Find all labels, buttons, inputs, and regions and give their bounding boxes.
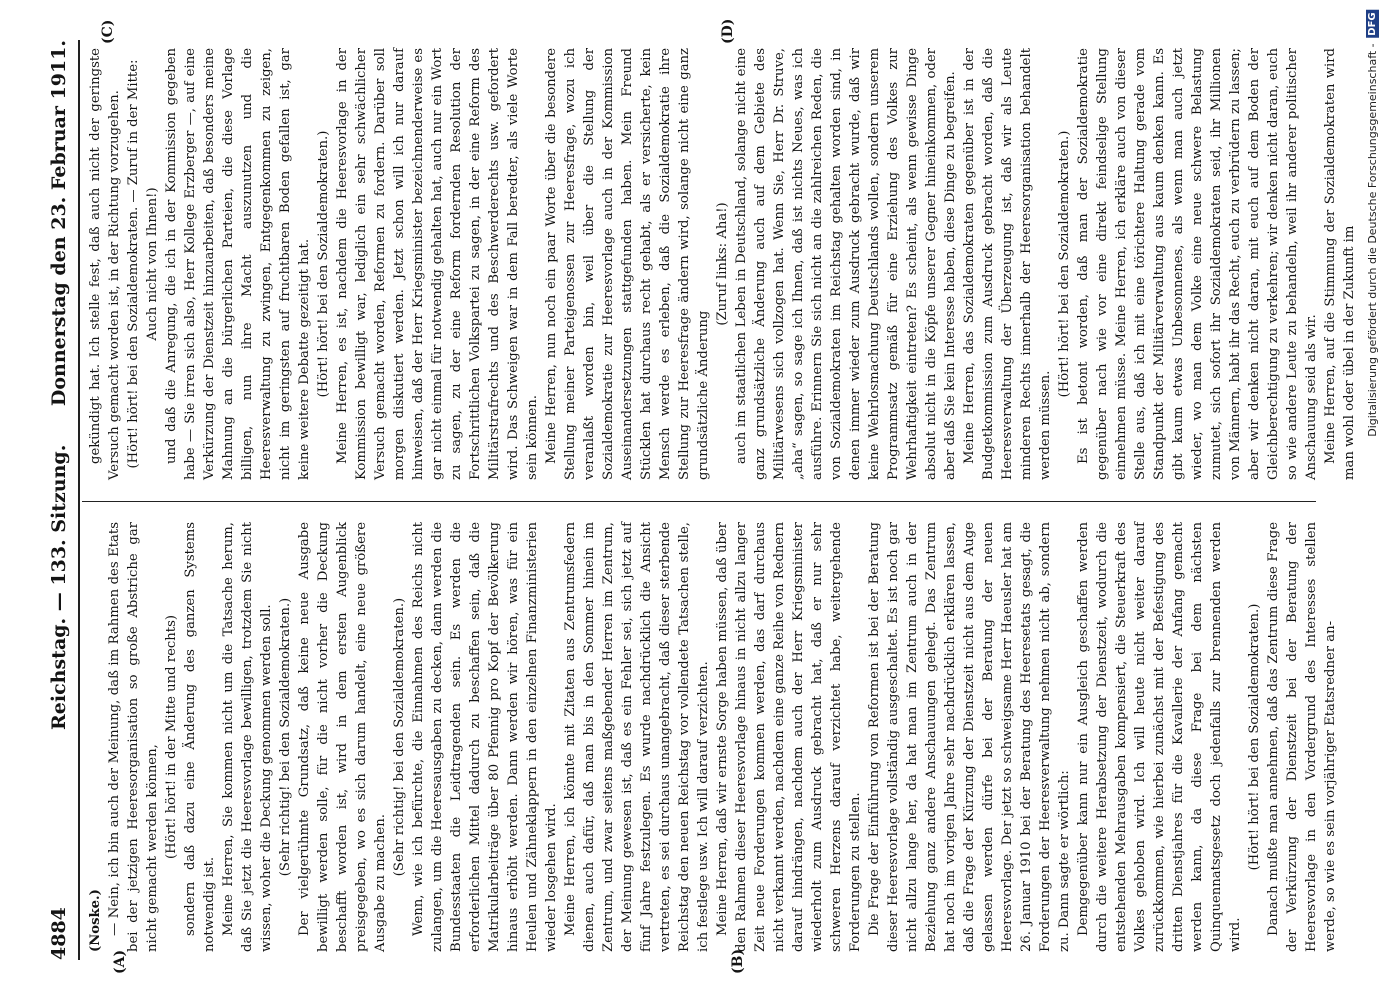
interjection: (Hört! hört! bei den Sozialdemokraten.) xyxy=(1057,130,1072,398)
paragraph: Meine Herren, Sie kommen nicht um die Tatsache herum, daß Sie jetzt die Heeresvorlage bewilligen, trotzdem Sie nicht wissen, woher die Deckung genommen werden soll. xyxy=(221,522,274,952)
paragraph: und daß die Anregung, die ich in der Kommission gegeben habe — Sie irren sich also, Herr Kollege Erzberger —, auf eine Verkürzung der Dienstzeit hinzuarbeiten, daß besonders meine Mahnung an die bürgerlichen Parteien, die diese Vorlage billigen, nun ihre Macht auszunutzen und die Heeresverwaltung zu zwingen, Entgegenkommen zu zeigen, nicht im geringsten auf fruchtbaren Boden gefallen ist, gar keine weitere Debatte gezeitigt hat. xyxy=(164,48,312,480)
paragraph: Es ist betont worden, daß man der Sozialdemokratie gegenüber nach wie vor eine direkt feindselige Stellung einnehmen müsse. Meine Herren, ich erkläre auch von dieser Stelle aus, daß ich mit eine törichtere Haltung gerade vom Standpunkt der Militärverwaltung aus kaum denken kann. Es gibt kaum etwas Unbesonnenes, als wenn man auch jetzt wieder, wo man dem Volke eine neue schwere Belastung zumutet, sich sofort ihr Sozialdemokraten seid, ihr Millionen von Männern, habt ihr das Recht, euch zu verbrüdern zu lassen; aber wir denken nicht daran, mit euch auf dem Boden der Gleichberechtigung zu verkehren; wir denken nicht daran, euch so wie andere Leute zu behandeln, weil ihr anderer politischer Anschauung seid als wir. xyxy=(1076,48,1319,480)
interjection: (Hört! hört! bei den Sozialdemokraten.) xyxy=(1247,603,1262,871)
paragraph: Meine Herren, das Sozialdemokraten gegenüber ist in der Budgetkommission zum Ausdruck gebracht worden, daß die Heeresverwaltung der Überzeugung ist, daß wir als Leute minderen Rechts innerhalb der Heeresorganisation behandelt werden müssen. xyxy=(962,48,1053,480)
page-number: 4884 xyxy=(48,907,70,960)
interjection: (Sehr richtig! bei den Sozialdemokraten.) xyxy=(392,597,407,877)
interjection: (Hört! hört! bei den Sozialdemokraten. — Zuruf in der Mitte: Auch nicht von Ihnen!) xyxy=(126,59,160,469)
header-date: Donnerstag den 23. Februar 1911. xyxy=(48,40,70,407)
header-session: Reichstag. — 133. Sitzung. xyxy=(48,444,70,730)
paragraph: Meine Herren, auf die Stimmung der Sozialdemokraten wird man wohl oder übel in der Zukunft im xyxy=(1323,48,1357,480)
paragraph: auch im staatlichen Leben in Deutschland, solange nicht eine ganz grundsätzliche Änderung auch auf dem Gebiete des Militärwesens sich vollzogen hat. Wenn Sie, Herr Dr. Struve, „aha“ sagen, so sage ich Ihnen, daß ist nichts Neues, was ich ausführe. Erinnern Sie sich nicht an die zahlreichen Reden, die von Sozialdemokraten im Reichstag gehalten worden sind, in denen immer wieder zum Ausdruck gebracht wurde, daß wir keine Wehrlosmachung Deutschlands wollen, sondern unserem Programmsatz gemäß für eine Erziehung des Volkes zur Wehrhaftigkeit eintreten? Es scheint, als wenn gewisse Dinge absolut nicht in die Köpfe unserer Gegner hineinkommen, oder aber daß Sie kein Interesse haben, diese Dinge zu begreifen. xyxy=(734,48,958,480)
margin-marker-b: (B) xyxy=(730,948,746,974)
paragraph: Wenn, wie ich befürchte, die Einnahmen des Reichs nicht zulangen, um die Heeresausgaben zu decken, dann werden die Bundesstaaten die Leidtragenden sein. Es werden die erforderlichen Mittel dadurch zu beschaffen sein, daß die Matrikularbeiträge über 80 Pfennig pro Kopf der Bevölkerung hinaus erhöht werden. Dann werden wir hören, was für ein Heulen und Zähneklappern in den einzelnen Finanzministerien wieder losgehen wird. xyxy=(411,522,559,952)
paragraph: Meine Herren, ich könnte mit Zitaten aus Zentrumsfedern dienen, auch dafür, daß man bis in den Sommer hinein im Zentrum, und zwar seitens maßgebender Herren im Zentrum, der Meinung gewesen ist, daß es ein Fehler sei, sich jetzt auf fünf Jahre festzulegen. Es wurde nachdrücklich die Ansicht vertreten, es sei durchaus unangebracht, daß dieser sterbende Reichstag den neuen Reichstag vor vollendete Tatsachen stelle, ich festlege usw. Ich will darauf verzichten. xyxy=(563,522,711,952)
funding-text: Digitalisierung gefördert durch die Deutsche Forschungsgemeinschaft - xyxy=(1366,43,1379,437)
dfg-logo: DFG xyxy=(1367,12,1378,36)
interjection: (Sehr richtig! bei den Sozialdemokraten.) xyxy=(278,597,293,877)
right-column xyxy=(86,48,1357,480)
margin-marker-a: (A) xyxy=(112,949,128,974)
funding-note xyxy=(1366,10,1379,437)
margin-marker-c: (C) xyxy=(100,19,116,44)
paragraph: sondern daß dazu eine Änderung des ganzen Systems notwendig ist. xyxy=(183,522,217,952)
paragraph: Danach mußte man annehmen, daß das Zentrum diese Frage der Verkürzung der Dienstzeit bei der Beratung der Heeresvorlage in den Vordergrund des Interesses stellen werde, so wie es sein vorjähriger Etatsredner an- xyxy=(1266,522,1338,952)
interjection: (Zuruf links: Aha!) xyxy=(715,202,730,326)
header-rule xyxy=(78,40,80,960)
paragraph: Demgegenüber kann nur ein Ausgleich geschaffen werden durch die weitere Herabsetzung der Dienstzeit, wodurch die entstehenden Mehrausgaben kompensiert, die Steuerkraft des Volkes gehoben wird. Ich will heute nicht weiter darauf zurückkommen, wie hierbei zunächst mit der Befestigung des dritten Dienstjahres für die Kavallerie der Anfang gemacht werden kann, da diese Frage bei dem nächsten Quinquennatsgesetz doch jedenfalls zur brennenden werden wird. xyxy=(1076,522,1243,952)
paragraph: gekündigt hat. Ich stelle fest, daß auch nicht der geringste Versuch gemacht worden ist, in der Richtung vorzugehen. xyxy=(88,48,122,480)
document-page xyxy=(30,18,1357,980)
left-column xyxy=(86,522,1338,952)
interjection: (Hört! hört! bei den Sozialdemokraten.) xyxy=(316,130,331,398)
column-divider xyxy=(82,501,1316,502)
paragraph: Die Frage der Einführung von Reformen ist bei der Beratung dieser Heeresvorlage vollständig ausgeschaltet. Es ist noch gar nicht allzu lange her, da hat man im Zentrum auch in der Beziehung ganz andere Anschauungen gehegt. Das Zentrum hat noch im vorigen Jahre sehr nachdrücklich erklären lassen, daß die Frage der Kürzung der Dienstzeit nicht aus dem Auge gelassen werden dürfe bei der Beratung der neuen Heeresvorlage. Der jetzt so schweigsame Herr Haeusler hat am 26. Januar 1910 bei der Beratung des Heeresetats gesagt, die Forderungen der Heeresverwaltung nehmen nicht ab, sondern zu. Dann sagte er wörtlich: xyxy=(867,522,1072,952)
paragraph: Meine Herren, nun noch ein paar Worte über die besondere Stellung meiner Parteigenossen zur Heeresfrage, wozu ich veranlaßt worden bin, weil über die Stellung der Sozialdemokratie zur Heeresvorlage auch in der Kommission Auseinandersetzungen stattgefunden haben. Mein Freund Stücklen hat durchaus recht gehabt, als er versicherte, kein Mensch werde es erleben, daß die Sozialdemokratie ihre Stellung zur Heeresfrage ändern wird, solange nicht eine ganz grundsätzliche Änderung xyxy=(544,48,711,480)
speaker-label: (Noske.) xyxy=(88,889,103,952)
paragraph: Meine Herren, daß wir ernste Sorge haben müssen, daß über den Rahmen dieser Heeresvorlage hinaus in nicht allzu langer Zeit neue Forderungen kommen werden, das darf durchaus nicht verkannt werden, nachdem eine ganze Reihe von Rednern darauf hindrängen, nachdem auch der Herr Kriegsminister wiederholt zum Ausdruck gebracht hat, daß er nur sehr schweren Herzens darauf verzichtet habe, weitergehende Forderungen zu stellen. xyxy=(715,522,863,952)
margin-marker-d: (D) xyxy=(720,18,736,44)
interjection: (Hört! hört! in der Mitte und rechts) xyxy=(164,615,179,859)
paragraph: Der vielgerühmte Grundsatz, daß keine neue Ausgabe bewilligt werden solle, für die nicht vorher die Deckung beschafft worden ist, wird in dem ersten Augenblick preisgegeben, wo es sich darum handelt, eine neue größere Ausgabe zu machen. xyxy=(297,522,388,952)
paragraph: — Nein, ich bin auch der Meinung, daß im Rahmen des Etats bei der jetzigen Heeresorganisation so große Abstriche gar nicht gemacht werden können, xyxy=(107,522,160,952)
page-header xyxy=(42,40,76,960)
paragraph: Meine Herren, es ist, nachdem die Heeresvorlage in der Kommission bewilligt war, lediglich ein sehr schwächlicher Versuch gemacht worden, Reformen zu fordern. Darüber soll morgen diskutiert werden. Jetzt schon will ich nur darauf hinweisen, daß der Herr Kriegsminister bezeichnenderweise es gar nicht einmal für notwendig gehalten hat, auch nur ein Wort zu sagen, zu der eine Reform fordernden Resolution der Fortschrittlichen Volkspartei zu sagen, in der eine Reform des Militärstrafrechts und des Beschwerderechts usw. gefordert wird. Das Schweigen war in dem Fall beredter, als viele Worte sein können. xyxy=(335,48,540,480)
